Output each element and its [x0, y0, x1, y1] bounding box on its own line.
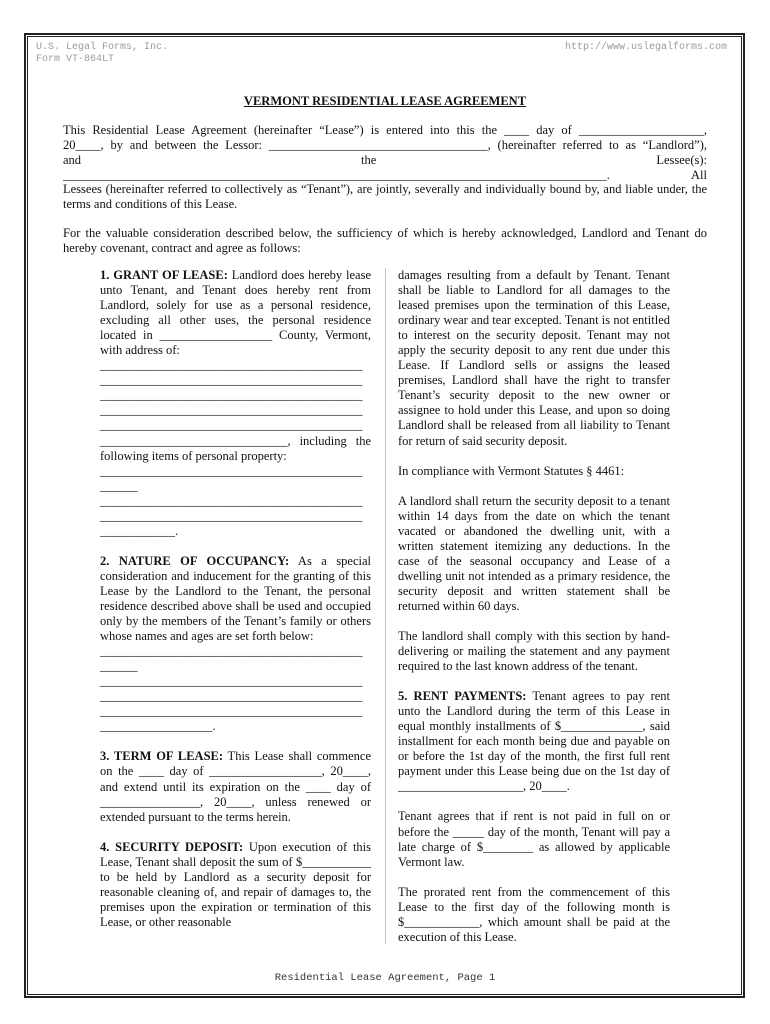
occupant-blank-1-cont: ______ [100, 659, 138, 674]
page-footer: Residential Lease Agreement, Page 1 [274, 972, 496, 984]
header-form-id: Form VT-864LT [36, 54, 115, 65]
statute-reference: In compliance with Vermont Statutes § 4461: [398, 463, 625, 478]
deposit-continued-paragraph: damages resulting from a default by Tenant. Tenant shall be liable to Landlord for all damages to the leased premises upon the termination of this Lease, ordinary wear and tear excepted. Tenant is not entitled to interest on the security deposit. Tenant may not apply the security deposit to any rent due under this Lease. If Landlord sells or assigns the leased premises, Landlord shall have the right to transfer Tenant’s security deposit to the new owner or assignee to hold under this Lease, and upon so doing Landlord shall be released from all liability to Tenant for return of said security deposit. [398, 268, 670, 448]
delivery-paragraph: The landlord shall comply with this section by hand-delivering or mailing the statement and any payment required to the last known address of the tenant. [398, 628, 670, 674]
document-title: VERMONT RESIDENTIAL LEASE AGREEMENT [243, 94, 527, 108]
section-1-paragraph [100, 268, 371, 358]
late-charge-paragraph: Tenant agrees that if rent is not paid in full on or before the _____ day of the month, Tenant will pay a late charge of $________ as allowed by applicable Vermont law. [398, 809, 670, 869]
section-5-heading: 5. RENT PAYMENTS: [398, 689, 527, 704]
section-3-body: This Lease shall commence on the ____ day of __________________, 20____, and extend until its expiration on the ____ day of ________________, 20____, unless renewed or extended pursuant to the terms herein. [100, 749, 371, 824]
intro-line-3 [63, 153, 707, 168]
address-blank-2: __________________________________________ [100, 373, 363, 388]
section-2-paragraph [100, 554, 371, 644]
intro-line-4: _______________________________________________________________________________________. All [63, 168, 707, 182]
property-blank-1-cont: ______ [100, 478, 138, 493]
occupant-blank-2: __________________________________________ [100, 674, 363, 689]
section-5-body: Tenant agrees to pay rent unto the Landlord during the term of this Lease in equal monthly installments of $_____________, said installment for each month being due and payable on or before the 1st day of the month, the first full rent payment under this Lease being due on the 1st day of ____________________, 20____. [398, 689, 671, 794]
property-blank-1: __________________________________________ [100, 463, 363, 478]
occupant-blank-3: __________________________________________ [100, 689, 363, 704]
section-5-paragraph [398, 689, 670, 794]
intro-line-3-text: and the Lessee(s): [63, 153, 707, 167]
header-url[interactable]: http://www.uslegalforms.com [564, 42, 727, 53]
occupant-blank-1: __________________________________________ [100, 644, 363, 659]
property-blank-end: ____________. [100, 523, 179, 538]
address-blank-1: __________________________________________ [100, 358, 363, 373]
section-4-heading: 4. SECURITY DEPOSIT: [100, 839, 244, 854]
section-2-heading: 2. NATURE OF OCCUPANCY: [100, 553, 290, 568]
intro-line-5: Lessees (hereinafter referred to collectively as “Tenant”), are jointly, severally and individually bound by, and liable under, the terms and conditions of this Lease. [63, 182, 707, 211]
section-3-heading: 3. TERM OF LEASE: [100, 749, 224, 764]
column-divider [385, 268, 386, 944]
header-left [36, 42, 168, 66]
property-blank-3: __________________________________________ [100, 508, 363, 523]
deposit-return-paragraph: A landlord shall return the security deposit to a tenant within 14 days from the date on which the tenant vacated or abandoned the dwelling unit, with a written statement itemizing any deductions. In the case of the seasonal occupancy and Lease of a dwelling unit not intended as a primary residence, the security deposit and written statement shall be returned within 60 days. [398, 493, 670, 613]
address-blank-4: __________________________________________ [100, 403, 363, 418]
personal-property-label: following items of personal property: [100, 448, 287, 463]
address-blank-including: ______________________________, including the [100, 433, 371, 448]
section-2-body: As a special consideration and inducement for the granting of this Lease by the Landlord to the Tenant, the personal residence described above shall be used and occupied only by the members of the Tenant’s family or others whose names and ages are set forth below: [100, 553, 371, 644]
consideration-paragraph: For the valuable consideration described below, the sufficiency of which is hereby acknowledged, Landlord and Tenant do hereby covenant, contract and agree as follows: [63, 226, 707, 255]
header-company: U.S. Legal Forms, Inc. [36, 42, 169, 53]
occupant-blank-end: __________________. [100, 719, 216, 734]
section-1-body: Landlord does hereby lease unto Tenant, and Tenant does hereby rent from Landlord, solely for use as a personal residence, excluding all other uses, the personal residence located in __________________ County, Vermont, with address of: [100, 268, 371, 358]
prorated-rent-paragraph: The prorated rent from the commencement of this Lease to the first day of the following month is $____________, which amount shall be paid at the execution of this Lease. [398, 884, 670, 944]
address-blank-5: __________________________________________ [100, 418, 363, 433]
section-4-body: Upon execution of this Lease, Tenant shall deposit the sum of $___________ to be held by Landlord as a security deposit for reasonable cleaning of, and repair of damages to, the premises upon the expiration or termination of this Lease, or other reasonable [100, 839, 372, 929]
occupant-blank-4: __________________________________________ [100, 704, 363, 719]
property-blank-2: __________________________________________ [100, 493, 363, 508]
right-column [398, 268, 670, 945]
intro-line-1: This Residential Lease Agreement (hereinafter “Lease”) is entered into this the ____ day of ____________________, [63, 123, 707, 137]
left-column [100, 268, 371, 930]
section-4-paragraph [100, 840, 371, 930]
section-3-paragraph [100, 749, 371, 824]
address-blank-3: __________________________________________ [100, 388, 363, 403]
intro-line-2: 20____, by and between the Lessor: ___________________________________, (hereinafter referred to as “Landlord”), [63, 138, 707, 152]
section-1-heading: 1. GRANT OF LEASE: [100, 268, 228, 282]
